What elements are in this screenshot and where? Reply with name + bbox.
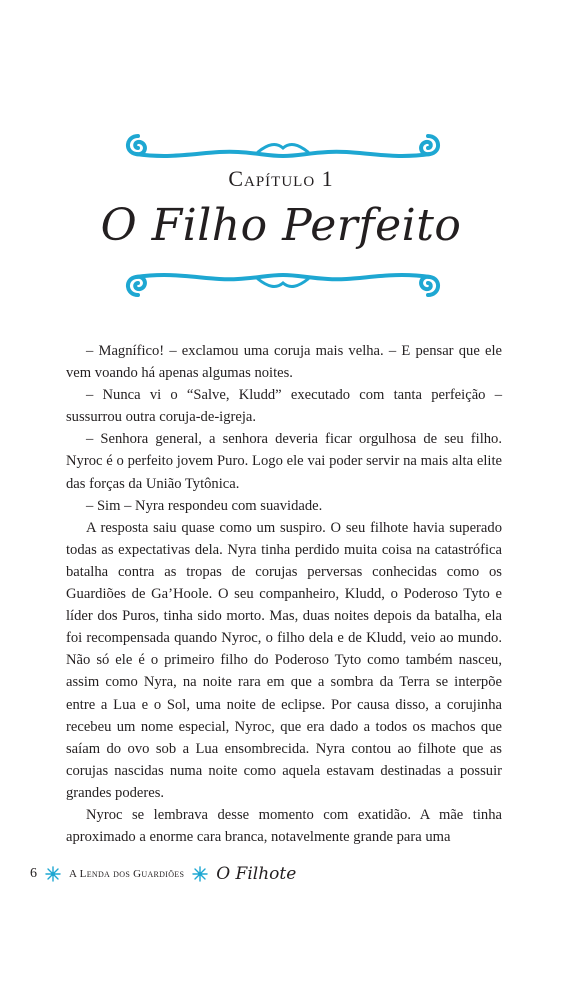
bottom-scroll-ornament (118, 265, 448, 305)
chapter-title: O Filho Perfeito (100, 200, 462, 251)
paragraph: – Sim – Nyra respondeu com suavidade. (86, 497, 323, 514)
chapter-body (66, 340, 502, 848)
paragraph: – Senhora general, a senhora deveria ficar orgulhosa de seu filho. Nyroc é o perfeito jovem Puro. Logo ele vai poder servir na mais alta elite das forças da União Tytônica. (66, 431, 502, 492)
snowflake-icon (45, 866, 61, 882)
page-number: 6 (30, 866, 37, 881)
paragraph: – Nunca vi o “Salve, Kludd” executado com tanta perfeição – sussurrou outra coruja-de-igreja. (66, 387, 502, 426)
paragraph: A resposta saiu quase como um suspiro. O seu filhote havia superado todas as expectativas dela. Nyra tinha perdido muita coisa na catastrófica batalha contra as tropas de corujas perversas conhecidas como os Guardiões de Ga’Hoole. O seu companheiro, Kludd, o Poderoso Tyto e líder dos Puros, tinha sido morto. Mas, duas noites depois da batalha, ela foi recompensada quando Nyroc, o filho dela e de Kludd, veio ao mundo. Não só ele é o primeiro filho do Poderoso Tyto como também nasceu, assim como Nyra, na noite rara em que a sombra da Terra se interpõe entre a Lua e o Sol, uma noite de eclipse. Por causa disso, a corujinha recebeu um nome especial, Nyroc, que era dado a todos os machos que saíam do ovo sob a Lua ensombrecida. Nyra contou ao filhote que as corujas nascidas numa noite como aquela estavam destinadas a possuir grandes poderes. (66, 519, 502, 801)
series-title: A Lenda dos Guardiões (69, 868, 185, 880)
chapter-label: Capítulo 1 (228, 166, 334, 191)
page-footer (30, 862, 296, 886)
snowflake-icon (192, 866, 208, 882)
paragraph: – Magnífico! – exclamou uma coruja mais velha. – E pensar que ele vem voando há apenas algumas noites. (66, 343, 502, 382)
paragraph: Nyroc se lembrava desse momento com exatidão. A mãe tinha aproximado a enorme cara branca, notavelmente grande para uma (66, 806, 502, 846)
book-title: O Filhote (216, 864, 297, 884)
top-scroll-ornament (118, 126, 448, 166)
